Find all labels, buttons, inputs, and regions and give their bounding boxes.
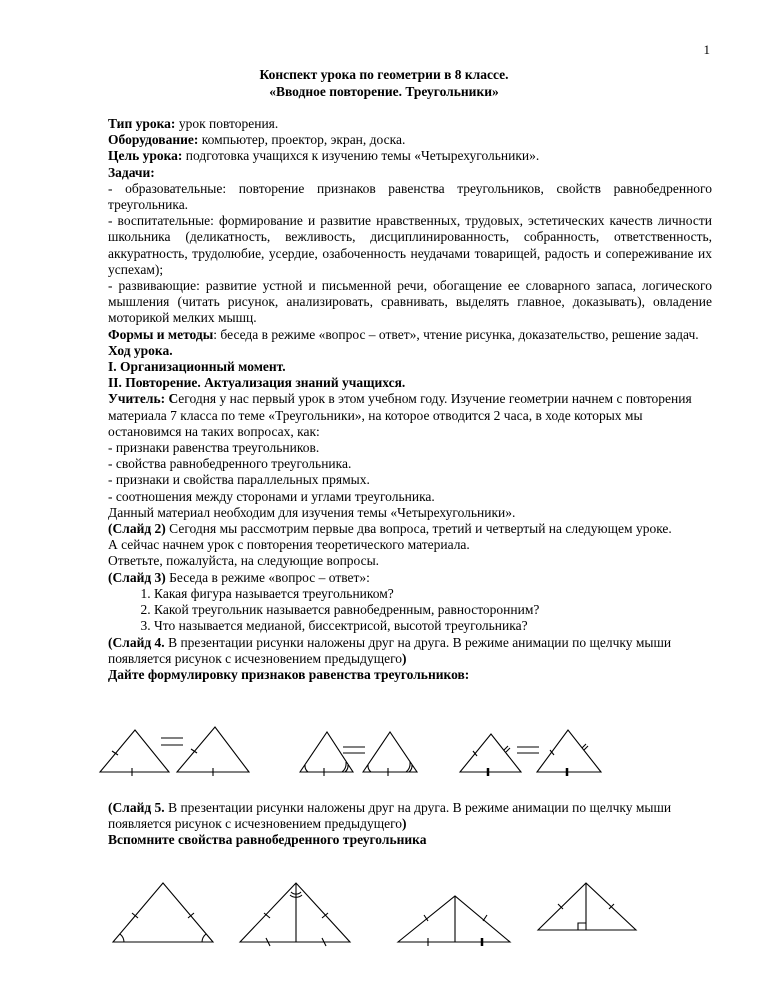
section-1-heading: I. Организационный момент.: [108, 359, 286, 375]
question-item: 1. Какая фигура называется треугольником?: [154, 586, 712, 602]
triangle-figure: [240, 883, 350, 942]
slide-5-block: [108, 800, 712, 849]
page-number: 1: [703, 42, 710, 57]
congruence-figures: [95, 722, 615, 784]
slide-4-paragraph: (Слайд 4. В презентации рисунки наложены друг на друга. В режиме анимации по щелчку мыши появляется рисунок с исчезновением предыдущего): [108, 634, 672, 666]
forms-methods: Формы и методы: беседа в режиме «вопрос – ответ», чтение рисунка, доказательство, решение задач.: [108, 326, 699, 342]
triangle-figure: [300, 732, 353, 772]
congruence-task: Дайте формулировку признаков равенства треугольников:: [108, 666, 470, 682]
question-item: 3. Что называется медианой, биссектрисой, высотой треугольника?: [154, 618, 712, 634]
title-line-2: «Вводное повторение. Треугольники»: [269, 84, 499, 99]
triangle-figure: [538, 883, 636, 930]
questions-list: [108, 586, 712, 635]
triangle-figure: [113, 883, 213, 942]
document-body: [108, 116, 712, 683]
task-educational: - образовательные: повторение признаков равенства треугольников, свойств равнобедренного треугольника.: [108, 180, 712, 213]
title-line-1: Конспект урока по геометрии в 8 классе.: [259, 67, 509, 82]
topic-item: - свойства равнобедренного треугольника.: [108, 456, 352, 472]
lesson-heading: Ход урока.: [108, 342, 173, 358]
triangle-figure: [363, 732, 417, 772]
answer-text: Ответьте, пожалуйста, на следующие вопросы.: [108, 553, 380, 569]
task-developing: - развивающие: развитие устной и письменной речи, обогащение ее словарного запаса, логического мышления (читать рисунок, анализировать, сравнивать, выделять главное, доказывать), овладение моторикой мелких мышц.: [108, 278, 712, 326]
slide-5-paragraph: (Слайд 5. В презентации рисунки наложены друг на друга. В режиме анимации по щелчку мыши появляется рисунок с исчезновением предыдущего): [108, 800, 672, 832]
start-text: А сейчас начнем урок с повторения теоретического материала.: [108, 537, 470, 553]
teacher-intro: Учитель: Сегодня у нас первый урок в этом учебном году. Изучение геометрии начнем с повторения материала 7 класса по теме «Треугольники», на которое отводится 2 часа, в ходе которых мы остановимся на таких вопросах, как:: [108, 391, 692, 439]
triangle-figure: [398, 896, 510, 942]
needed-material: Данный материал необходим для изучения темы «Четырехугольники».: [108, 504, 516, 520]
task-upbringing: - воспитательные: формирование и развитие нравственных, трудовых, эстетических качеств личности школьника (деликатность, вежливость, дисциплинированность, собранность, ответственность, аккуратность, трудолюбие, усердие, озабоченность неудачами товарищей, радость и сопереживание их успехам);: [108, 213, 712, 277]
triangle-figure: [100, 730, 169, 772]
section-2-heading: II. Повторение. Актуализация знаний учащихся.: [108, 375, 406, 391]
topic-item: - признаки и свойства параллельных прямых.: [108, 472, 370, 488]
document-title: [0, 66, 768, 100]
question-item: 2. Какой треугольник называется равнобедренным, равносторонним?: [154, 602, 712, 618]
topic-item: - признаки равенства треугольников.: [108, 440, 320, 456]
triangle-figure: [460, 734, 521, 772]
triangle-figure: [177, 727, 249, 772]
slide-3-paragraph: (Слайд 3) Беседа в режиме «вопрос – ответ»:: [108, 569, 370, 585]
isosceles-task: Вспомните свойства равнобедренного треугольника: [108, 832, 427, 848]
tasks-heading: Задачи:: [108, 164, 155, 180]
isosceles-figures: [110, 880, 650, 950]
slide-2-paragraph: (Слайд 2) Сегодня мы рассмотрим первые два вопроса, третий и четвертый на следующем уроке.: [108, 521, 672, 537]
lesson-goal: Цель урока: подготовка учащихся к изучению темы «Четырехугольники».: [108, 148, 540, 164]
lesson-equipment: Оборудование: компьютер, проектор, экран, доска.: [108, 132, 406, 148]
topic-item: - соотношения между сторонами и углами треугольника.: [108, 488, 435, 504]
lesson-type: Тип урока: урок повторения.: [108, 116, 279, 131]
triangle-figure: [537, 730, 601, 772]
